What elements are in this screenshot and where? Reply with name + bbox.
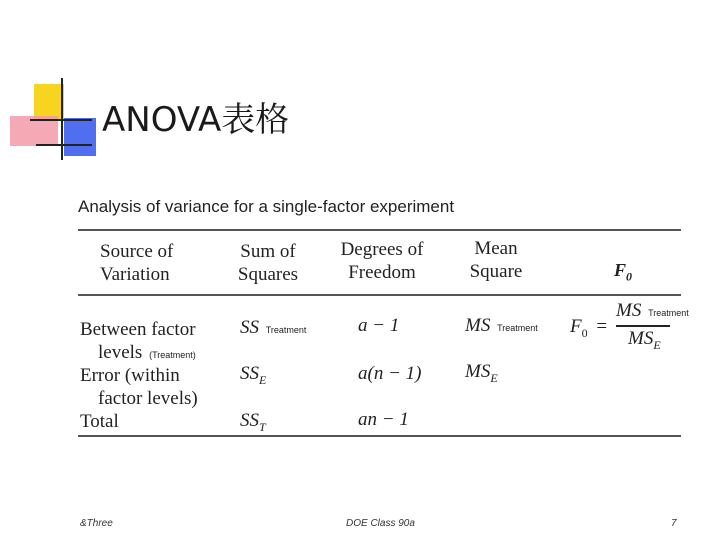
row-between-f-numerator [616,300,689,322]
row-total-source: Total [80,411,119,432]
header-source [100,240,173,286]
row-error-ms [465,361,498,386]
row-total-ss [240,410,266,435]
row-between-f-symbol: F [570,316,582,337]
header-f [614,260,632,285]
row-error-source-line2: factor levels) [98,388,198,409]
header-ms-line1: Mean [474,238,518,259]
header-df-line1: Degrees of [340,239,424,260]
row-between-ms-subscript: Treatment [497,323,538,333]
row-error-ms-symbol: MS [465,361,491,382]
row-between-source [80,318,196,367]
row-between-ss [240,317,306,339]
row-error-ss [240,363,266,388]
row-between-f-subscript: 0 [581,325,588,340]
row-error-ms-subscript: E [490,370,498,385]
logo-yellow-square [34,84,64,120]
row-error-source-line1: Error (within [80,365,180,386]
header-df [334,238,430,284]
row-between-ss-subscript: Treatment [265,325,307,335]
header-rule [78,294,681,296]
header-ms [464,237,528,283]
row-between-f-lhs [570,316,607,341]
row-between-df: a − 1 [358,315,400,336]
row-error-df: a(n − 1) [358,363,422,384]
header-source-line1: Source of [100,241,174,262]
row-between-f-fraction-bar [616,325,670,327]
logo-blue-square [64,118,96,156]
row-between-ms-symbol: MS [465,315,491,336]
row-between-f-equals: = [596,316,608,337]
row-between-f-denominator [628,328,661,353]
top-rule [78,229,681,231]
header-ss [236,240,300,286]
row-error-ss-symbol: SS [240,363,259,384]
row-total-ss-symbol: SS [240,410,259,431]
footer-left: &Three [80,518,113,529]
row-between-ss-symbol: SS [240,317,259,338]
header-ss-line1: Sum of [240,241,296,262]
row-between-source-note: (Treatment) [149,350,196,360]
header-f-symbol: F [614,260,627,280]
header-ms-line2: Square [469,261,523,282]
header-df-line2: Freedom [348,262,416,283]
table-caption: Analysis of variance for a single-factor experiment [78,197,455,216]
row-between-f-num-symbol: MS [616,300,642,321]
row-between-f-den-symbol: MS [628,328,654,349]
row-total-df: an − 1 [358,409,409,430]
header-source-line2: Variation [100,264,170,285]
row-total-ss-subscript: T [259,419,266,434]
slide-title: ANOVA表格 [102,100,290,140]
row-error-source [80,364,198,410]
footer-center: DOE Class 90a [346,518,415,529]
row-between-f-num-subscript: Treatment [648,308,689,318]
row-between-f-den-subscript: E [653,337,661,352]
footer-page-number: 7 [671,518,677,529]
header-f-subscript: 0 [626,269,633,284]
row-error-ss-subscript: E [259,372,267,387]
row-between-source-line2: levels [98,342,143,363]
bottom-rule [78,435,681,437]
header-ss-line2: Squares [237,264,299,285]
row-between-source-line1: Between factor [80,319,196,340]
decorative-logo [0,0,100,170]
row-between-ms [465,315,538,337]
